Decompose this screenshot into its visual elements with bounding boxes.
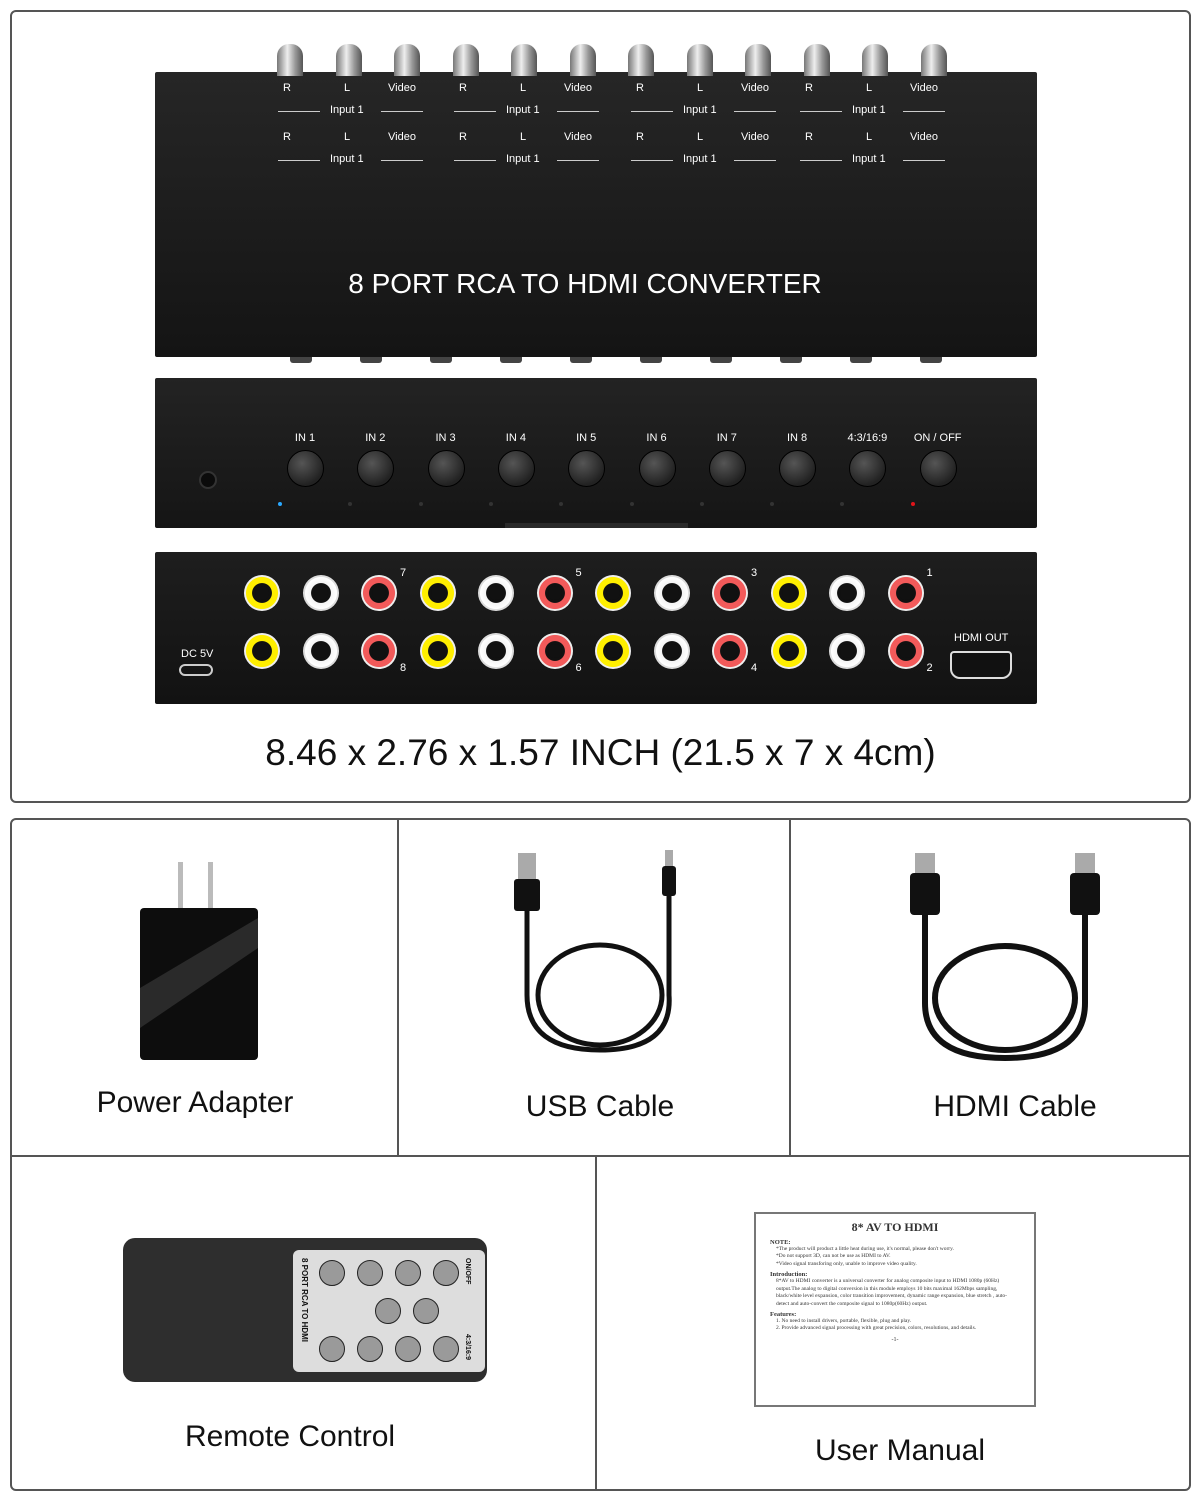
rca-connector-icon [336,44,362,76]
port-number: 5 [575,567,582,579]
input-label: Input 1 [683,104,717,116]
remote-button-2[interactable] [413,1298,439,1324]
r-label: R [636,82,644,94]
r-label: R [459,82,467,94]
remote-on-off-label: ON/OFF [464,1258,471,1285]
rca-jack-icon[interactable] [654,575,690,611]
remote-button-5[interactable] [375,1298,401,1324]
r-label: R [805,82,813,94]
remote-control [123,1238,487,1382]
status-led-icon [700,502,704,506]
divider [903,160,945,161]
rca-jack-icon[interactable] [595,633,631,669]
status-led-icon [911,502,915,506]
divider [800,160,842,161]
status-led-icon [489,502,493,506]
rca-connector-icon [921,44,947,76]
front-button-label: IN 6 [646,432,667,444]
rca-connector-icon [804,44,830,76]
divider [278,111,320,112]
input-label: Input 1 [852,104,886,116]
rca-jack-icon[interactable] [303,575,339,611]
video-label: Video [564,131,592,143]
manual-intro: 8*AV to HDMI converter is a universal converter for analog composite input to HDMI 1080p (60Hz) output.The analog to digital conversion in this module employs 10 bits maximal 162Mbps sampling, black/white level expansion, color transition improvement, dynamic range expansion, blue stretch , auto-detect and auto-convert the composite signal to 1080p(60Hz) output. [776,1278,1007,1307]
front-button-10[interactable] [920,450,957,487]
divider [381,111,423,112]
divider [454,160,496,161]
remote-button-1[interactable] [395,1260,421,1286]
foot-icon [710,357,732,363]
l-label: L [697,82,704,94]
rca-jack-icon[interactable] [888,575,924,611]
r-label: R [283,131,291,143]
video-label: Video [910,131,938,143]
divider [454,111,496,112]
rca-jack-icon[interactable] [595,575,631,611]
power-adapter-icon [136,858,262,1062]
divider [278,160,320,161]
divider [10,1155,1191,1157]
rca-jack-icon[interactable] [771,575,807,611]
remote-button-on-off[interactable] [433,1260,459,1286]
foot-icon [360,357,382,363]
rca-connector-icon [628,44,654,76]
front-button-3[interactable] [428,450,465,487]
input-label: Input 1 [506,153,540,165]
video-label: Video [388,131,416,143]
foot-icon [430,357,452,363]
device-top-view [155,72,1037,357]
front-button-5[interactable] [568,450,605,487]
front-button-6[interactable] [639,450,676,487]
rca-jack-icon[interactable] [654,633,690,669]
rca-jack-icon[interactable] [478,633,514,669]
front-button-label: IN 7 [716,432,737,444]
remote-side-text: 8 PORT RCA TO HDMI [300,1258,309,1343]
status-led-icon [419,502,423,506]
port-number: 1 [926,567,933,579]
divider [397,818,399,1156]
status-led-icon [630,502,634,506]
rca-jack-icon[interactable] [712,575,748,611]
remote-button-6[interactable] [357,1336,383,1362]
port-number: 4 [751,662,758,674]
input-label: Input 1 [330,104,364,116]
video-label: Video [741,131,769,143]
rca-jack-icon[interactable] [244,575,280,611]
l-label: L [520,82,527,94]
l-label: L [344,82,351,94]
foot-icon [920,357,942,363]
hdmi-out-label: HDMI OUT [954,632,1009,644]
remote-button-8[interactable] [319,1336,345,1362]
dimensions-text: 8.46 x 2.76 x 1.57 INCH (21.5 x 7 x 4cm) [265,732,936,773]
remote-control-label: Remote Control [184,1420,396,1453]
r-label: R [636,131,644,143]
divider [734,160,776,161]
port-number: 6 [575,662,582,674]
front-button-label: IN 8 [787,432,808,444]
usb-c-port-icon [179,664,213,676]
port-number: 8 [400,662,407,674]
l-label: L [866,131,873,143]
remote-button-7[interactable] [319,1260,345,1286]
power-adapter-label: Power Adapter [96,1086,294,1119]
front-button-label: IN 5 [576,432,597,444]
hdmi-cable-label: HDMI Cable [933,1090,1097,1123]
video-label: Video [564,82,592,94]
foot-icon [850,357,872,363]
input-label: Input 1 [852,153,886,165]
input-label: Input 1 [683,153,717,165]
front-button-8[interactable] [779,450,816,487]
rca-jack-icon[interactable] [361,575,397,611]
l-label: L [520,131,527,143]
remote-button-4[interactable] [357,1260,383,1286]
foot-icon [500,357,522,363]
divider [903,111,945,112]
front-button-4[interactable] [498,450,535,487]
manual-title: 8* AV TO HDMI [851,1220,939,1234]
remote-button-aspect[interactable] [433,1336,459,1362]
video-label: Video [741,82,769,94]
power-label: DC 5V [181,648,214,660]
r-label: R [805,131,813,143]
divider [800,111,842,112]
divider [631,111,673,112]
front-button-1[interactable] [287,450,324,487]
manual-note: *The product will product a little heat during use, it's normal, please don't worry. [776,1246,954,1252]
foot-icon [290,357,312,363]
manual-feature: 2. Provide advanced signal processing with great precision, colors, resolutions, and details. [776,1325,977,1332]
l-label: L [697,131,704,143]
rca-connector-icon [277,44,303,76]
ir-sensor-icon [199,471,217,489]
front-slot [505,523,688,528]
manual-feature: 1. No need to install drivers, portable, flexible, plug and play. [776,1317,912,1324]
manual-note: *Do not support 3D, can not be use as HDMI to AV. [776,1253,891,1260]
rca-jack-icon[interactable] [420,575,456,611]
divider [557,160,599,161]
foot-icon [780,357,802,363]
rca-connector-icon [862,44,888,76]
divider [595,1156,597,1491]
rca-jack-icon[interactable] [712,633,748,669]
rca-jack-icon[interactable] [420,633,456,669]
l-label: L [866,82,873,94]
user-manual-label: User Manual [814,1434,986,1467]
port-number: 3 [751,567,758,579]
rca-jack-icon[interactable] [771,633,807,669]
front-button-label: IN 4 [505,432,526,444]
rca-jack-icon[interactable] [361,633,397,669]
foot-icon [570,357,592,363]
r-label: R [459,131,467,143]
remote-aspect-label: 4:3/16:9 [464,1334,471,1361]
front-button-label: IN 2 [365,432,386,444]
remote-button-panel [293,1250,485,1372]
foot-icon [640,357,662,363]
divider [734,111,776,112]
rca-jack-icon[interactable] [537,633,573,669]
hdmi-port-icon [950,651,1012,679]
r-label: R [283,82,291,94]
front-button-label: IN 1 [294,432,316,444]
video-label: Video [388,82,416,94]
rca-jack-icon[interactable] [829,633,865,669]
manual-page-number: -1- [891,1336,899,1343]
rca-jack-icon[interactable] [303,633,339,669]
port-number: 7 [400,567,407,579]
rca-jack-icon[interactable] [244,633,280,669]
device-title: 8 PORT RCA TO HDMI CONVERTER [348,268,822,299]
rca-connector-icon [687,44,713,76]
usb-cable-icon [500,845,700,1055]
front-button-label: ON / OFF [913,432,962,444]
port-number: 2 [926,662,933,674]
rca-jack-icon[interactable] [537,575,573,611]
rca-jack-icon[interactable] [888,633,924,669]
input-label: Input 1 [330,153,364,165]
rca-jack-icon[interactable] [478,575,514,611]
rca-connector-icon [745,44,771,76]
status-led-icon [278,502,282,506]
remote-button-3[interactable] [395,1336,421,1362]
front-button-label: 4:3/16:9 [847,432,888,444]
rca-connector-icon [570,44,596,76]
rca-connector-icon [453,44,479,76]
divider [631,160,673,161]
front-button-7[interactable] [709,450,746,487]
input-label: Input 1 [506,104,540,116]
manual-note-heading: NOTE: [770,1239,791,1246]
hdmi-cable-icon [900,848,1110,1063]
front-button-label: IN 3 [435,432,456,444]
manual-features-heading: Features: [770,1310,797,1318]
divider [381,160,423,161]
video-label: Video [910,82,938,94]
divider [789,818,791,1156]
manual-intro-heading: Introduction: [770,1271,808,1279]
usb-cable-label: USB Cable [525,1090,675,1123]
manual-note: *Video signal transforing only, unable to improve video quality. [776,1260,917,1267]
l-label: L [344,131,351,143]
rca-connector-icon [511,44,537,76]
rca-jack-icon[interactable] [829,575,865,611]
rca-connector-icon [394,44,420,76]
divider [557,111,599,112]
user-manual-image [754,1212,1036,1407]
